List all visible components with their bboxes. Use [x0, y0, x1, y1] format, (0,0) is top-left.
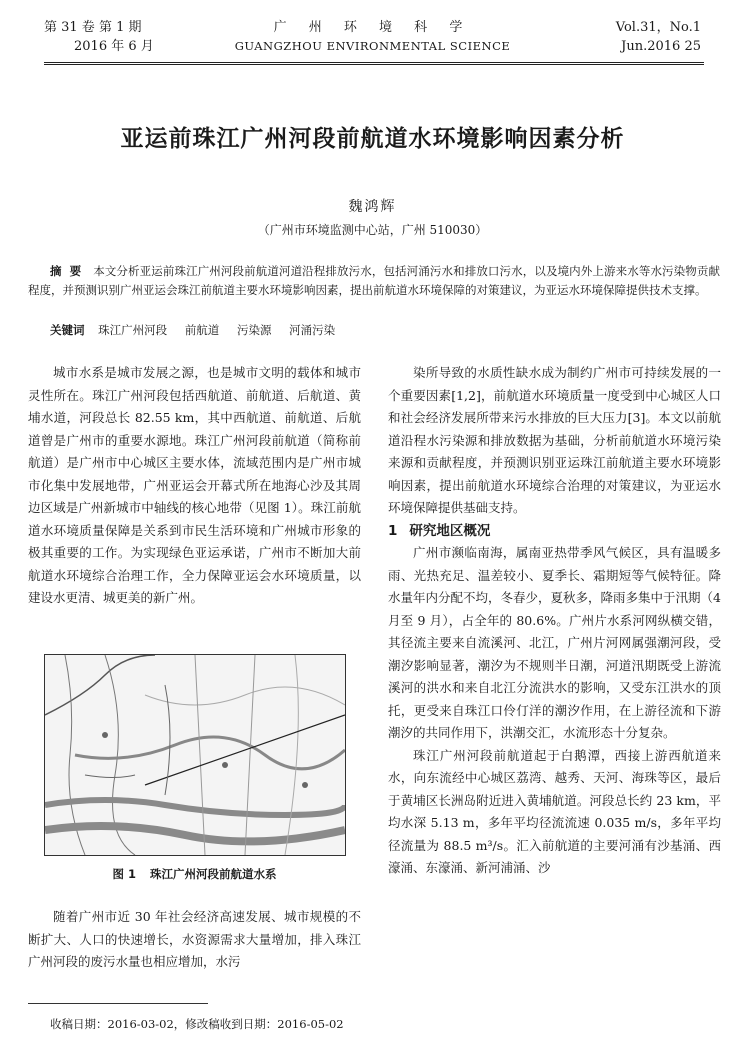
section-number: 1: [388, 522, 398, 539]
volume-issue-en: Vol.31，No.1: [615, 20, 701, 35]
abstract: [28, 262, 720, 300]
paragraph: 随着广州市近 30 年社会经济高速发展、城市规模的不断扩大、人口的快速增长，水资源需求大量增加，排入珠江广州河段的废污水量也相应增加，水污: [28, 909, 361, 969]
keyword: 河涌污染: [289, 323, 336, 337]
affiliation: （广州市环境监测中心站，广州 510030）: [257, 223, 488, 237]
abstract-label: 摘要: [50, 264, 90, 278]
author: 魏鸿辉: [348, 199, 397, 215]
keyword: 前航道: [184, 323, 220, 337]
header-right: [616, 18, 701, 56]
abstract-text: 本文分析亚运前珠江广州河段前航道河道沿程排放污水，包括河涌污水和排放口污水，以及境内外上游来水等水污染物贡献程度，并预测识别广州亚运会珠江前航道主要水环境影响因素，提出前航道水环境保障的对策建议，为亚运水环境保障提供技术支撑。: [28, 264, 720, 297]
river-map-graphic: [45, 655, 345, 855]
date-cn: 2016 年 6 月: [74, 39, 154, 54]
intro-paragraph: 城市水系是城市发展之源，也是城市文明的载体和城市灵性所在。珠江广州河段包括西航道、前航道、后航道、黄埔水道，河段总长 82.55 km，其中西航道、前航道、后航道曾是广州市的重要水源地。珠江广州河段前航道（简称前航道）是广州市中心城区主要水体，流域范围内是广州市城市化集中发展地带，广州亚运会开幕式所在地海心沙及其周边区域是广州新城市中轴线的核心地带（见图 1）。珠江前航道水环境质量保障是关系到市民生活环境和广州城市形象的极其重要的工作。为实现绿色亚运承诺，广州市不断加大前航道水环境综合治理工作，全力保障亚运会水环境质量，以建设水更清、城更美的新广州。: [28, 365, 361, 605]
header-rule: [44, 62, 704, 63]
figure-map: [44, 654, 346, 856]
keywords-label: 关键词: [50, 323, 85, 337]
paragraph: 染所导致的水质性缺水成为制约广州市可持续发展的一个重要因素[1,2]，前航道水环境质量一度受到中心城区人口和社会经济发展所带来污水排放的巨大压力[3]。本文以前航道沿程水污染源和排放数据为基础，分析前航道水环境污染来源和贡献程度，并预测识别亚运珠江前航道主要水环境影响因素，提出前航道水环境综合治理的对策建议，为亚运水环境保障提供基础支持。: [388, 365, 721, 515]
received-date-footnote: 收稿日期：2016-03-02，修改稿收到日期：2016-05-02: [50, 1017, 344, 1031]
figure-caption: [28, 866, 361, 882]
keyword: 污染源: [236, 323, 272, 337]
journal-name-en: GUANGZHOU ENVIRONMENTAL SCIENCE: [234, 39, 511, 53]
volume-issue-cn: 第 31 卷 第 1 期: [44, 20, 142, 35]
date-en-page: Jun.2016 25: [621, 39, 701, 54]
paragraph: 广州市濒临南海，属南亚热带季风气候区，具有温暖多雨、光热充足、温差较小、夏季长、霜期短等气候特征。降水量年内分配不均，冬春少，夏秋多，降雨多集中于汛期（4 月至 9 月），占全年的 80.6%。广州片水系河网纵横交错，其径流主要来自流溪河、北江，广州片河网属强潮河段，受潮汐影响显著，潮汐为不规则半日潮，河道汛期既受上游流溪河的洪水和来自北江分流洪水的影响，又受东江洪水的顶托，更受来自珠江口伶仃洋的潮汐作用，在上游径流和下游潮汐的共同作用下，洪潮交汇，水流形态十分复杂。: [388, 545, 721, 740]
paragraph: 珠江广州河段前航道起于白鹅潭，西接上游西航道来水，向东流经中心城区荔湾、越秀、天河、海珠等区，最后于黄埔区长洲岛附近进入黄埔航道。河段总长约 23 km，平均水深 5.13 m，多年平均径流流速 0.035 m/s，多年平均径流量为 88.5 m³/s。汇入前航道的主要河涌有沙基涌、西濠涌、东濠涌、新河浦涌、沙: [388, 747, 721, 875]
section-title: 研究地区概况: [409, 522, 491, 539]
right-column: [388, 362, 721, 880]
figure-label: 图 1: [112, 867, 136, 881]
section-heading: [388, 520, 721, 543]
running-header: [0, 18, 745, 60]
left-column: [28, 362, 361, 610]
keyword: 珠江广州河段: [98, 323, 168, 337]
footnote-rule: [28, 1003, 208, 1004]
header-rule-2: [44, 64, 704, 65]
keywords: [50, 321, 720, 340]
figure-caption-text: 珠江广州河段前航道水系: [150, 867, 277, 881]
paper-title: 亚运前珠江广州河段前航道水环境影响因素分析: [120, 126, 625, 152]
journal-name-cn: 广 州 环 境 科 学: [273, 20, 472, 35]
left-column-lower: [28, 906, 361, 974]
